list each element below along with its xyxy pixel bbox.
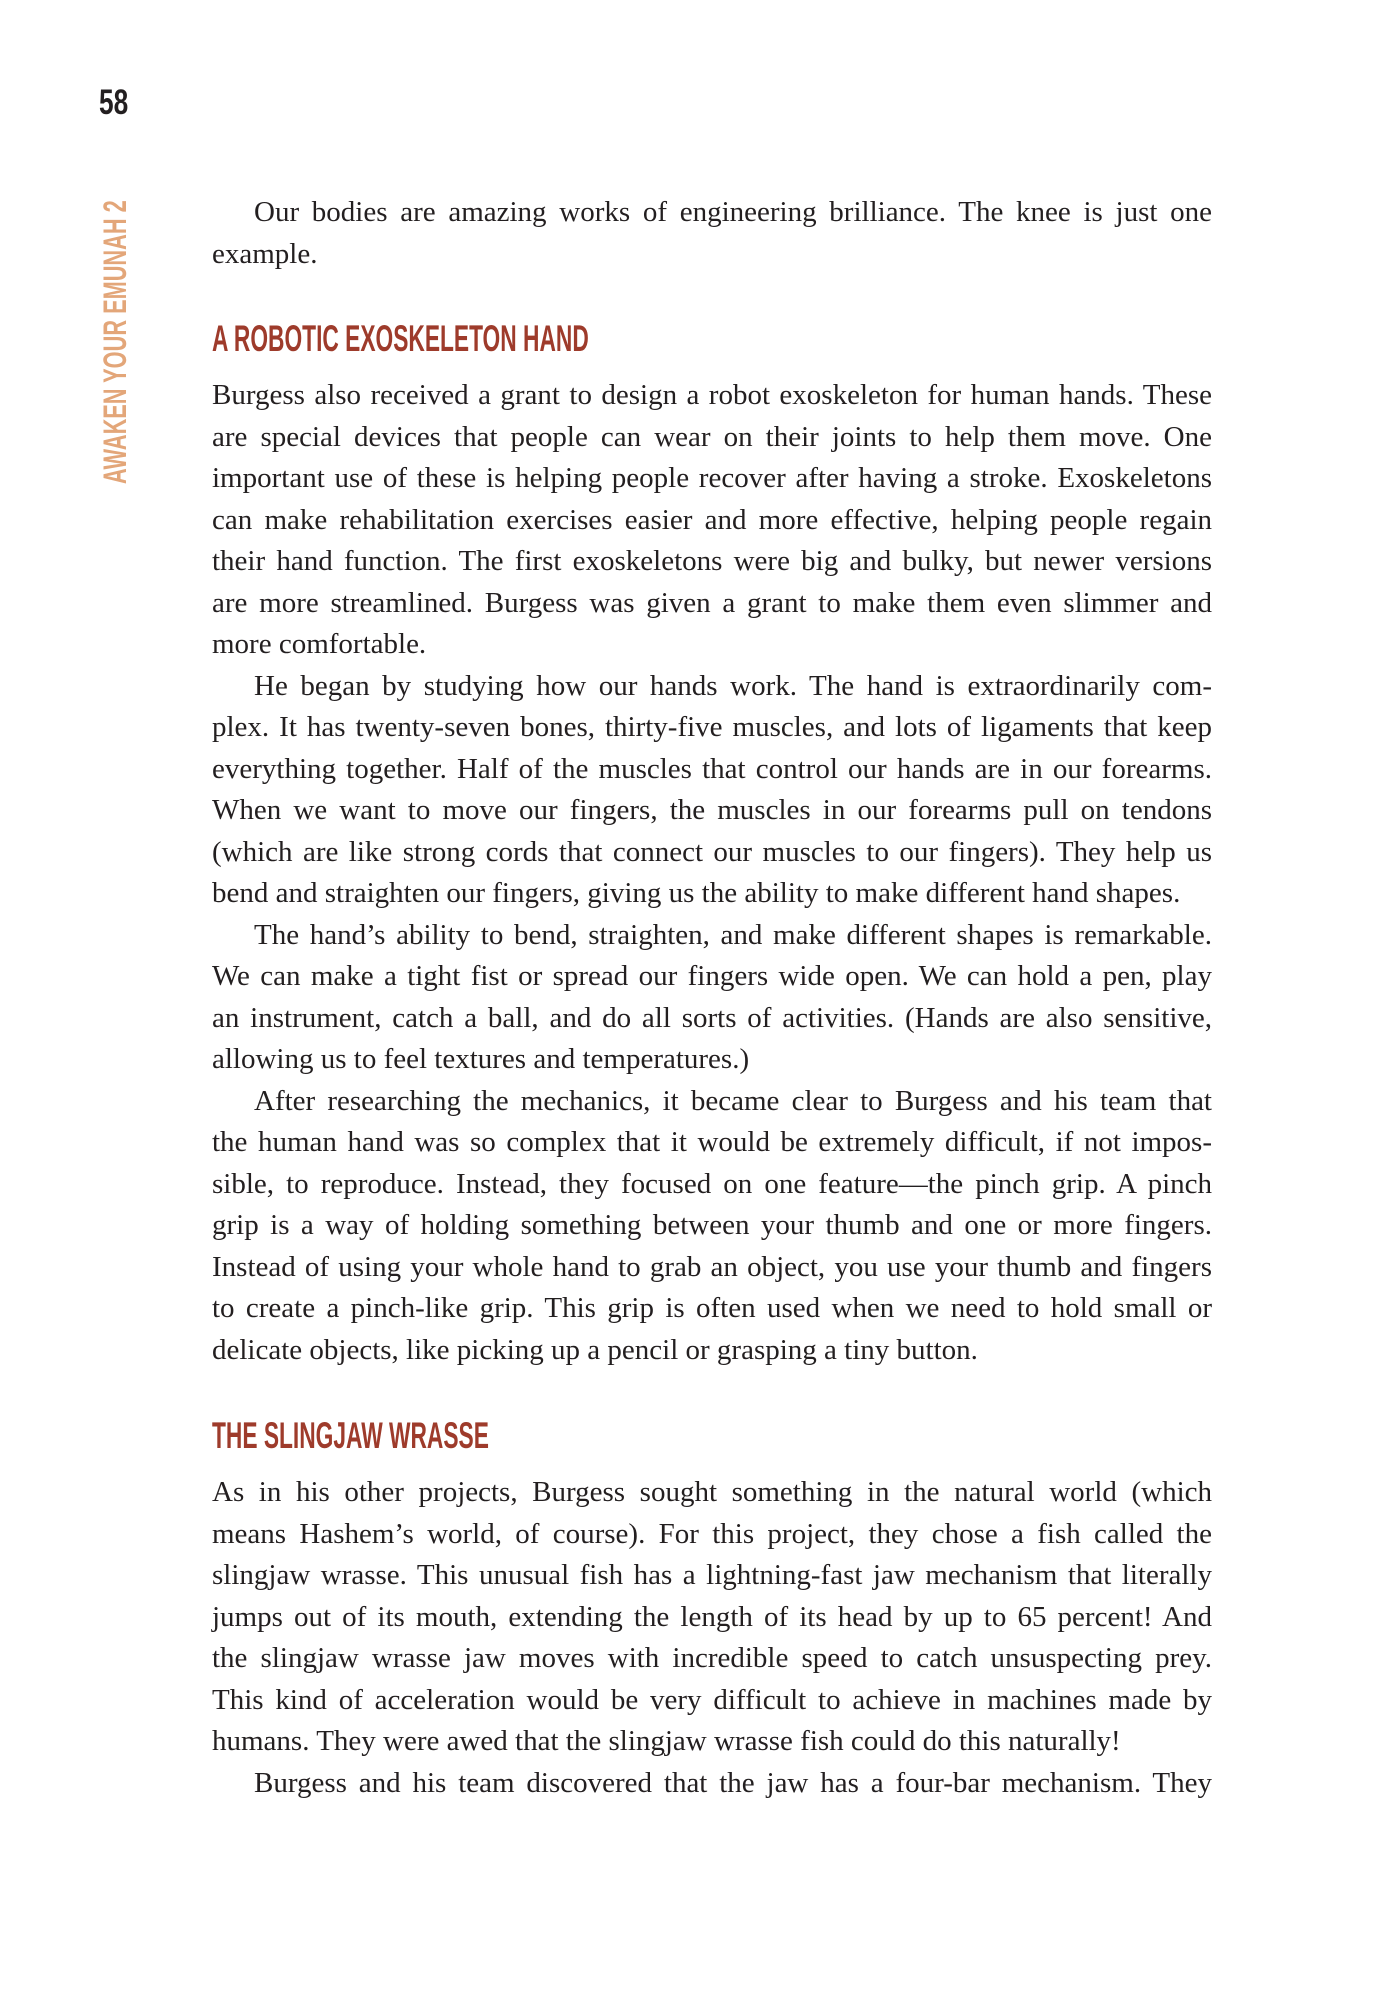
text-line: their hand function. The first exoskeletons were big and bulky, but newer versions	[212, 545, 1212, 577]
text-line: (which are like strong cords that connect our muscles to our fingers). They help us	[212, 835, 1212, 868]
page-number: 58	[99, 83, 129, 122]
paragraph	[212, 1081, 1212, 1372]
text-line: important use of these is helping people recover after having a stroke. Exoskeletons	[212, 462, 1212, 494]
text-line: This kind of acceleration would be very difficult to achieve in machines made by	[212, 1683, 1212, 1716]
text-line: We can make a tight fist or spread our fingers wide open. We can hold a pen, play	[212, 960, 1212, 992]
paragraph	[212, 192, 1212, 275]
text-line: the human hand was so complex that it would be extremely difficult, if not impos-	[212, 1126, 1212, 1158]
text-line: Burgess also received a grant to design a robot exoskeleton for human hands. These	[212, 379, 1212, 411]
text-line: When we want to move our fingers, the muscles in our forearms pull on tendons	[212, 794, 1212, 826]
text-line: sible, to reproduce. Instead, they focused on one feature—the pinch grip. A pinch	[212, 1167, 1212, 1200]
section-heading: THE SLINGJAW WRASSE	[212, 1415, 489, 1456]
text-line: jumps out of its mouth, extending the length of its head by up to 65 percent! And	[212, 1600, 1212, 1633]
text-line: allowing us to feel textures and temperatures.)	[212, 1043, 750, 1075]
text-line: are special devices that people can wear on their joints to help them move. One	[212, 420, 1212, 453]
text-line: are more streamlined. Burgess was given a grant to make them even slimmer and	[212, 586, 1212, 619]
text-line: Instead of using your whole hand to grab an object, you use your thumb and fingers	[212, 1250, 1212, 1283]
text-line: grip is a way of holding something between your thumb and one or more fingers.	[212, 1209, 1212, 1241]
running-head: AWAKEN YOUR EMUNAH 2	[97, 200, 133, 484]
body-text-block-section-1	[212, 375, 1212, 1371]
paragraph	[212, 375, 1212, 666]
text-line: After researching the mechanics, it became clear to Burgess and his team that	[254, 1084, 1212, 1117]
section-heading: A ROBOTIC EXOSKELETON HAND	[212, 318, 589, 359]
paragraph	[212, 1472, 1212, 1763]
text-line: the slingjaw wrasse jaw moves with incredible speed to catch unsuspecting prey.	[212, 1642, 1212, 1674]
text-line: plex. It has twenty-seven bones, thirty-five muscles, and lots of ligaments that keep	[212, 711, 1212, 743]
body-text-block-intro	[212, 192, 1212, 275]
body-text-block-section-2	[212, 1472, 1212, 1804]
text-line: He began by studying how our hands work. The hand is extraordinarily com-	[254, 669, 1212, 702]
text-line: to create a pinch-like grip. This grip is often used when we need to hold small or	[212, 1292, 1212, 1324]
text-line: slingjaw wrasse. This unusual fish has a lightning-fast jaw mechanism that literally	[212, 1559, 1212, 1591]
text-line: As in his other projects, Burgess sought something in the natural world (which	[212, 1476, 1212, 1508]
text-line: an instrument, catch a ball, and do all sorts of activities. (Hands are also sensitive,	[212, 1001, 1212, 1034]
text-line: Our bodies are amazing works of engineering brilliance. The knee is just one	[254, 196, 1212, 228]
text-line: delicate objects, like picking up a pencil or grasping a tiny button.	[212, 1333, 978, 1366]
text-line: humans. They were awed that the slingjaw wrasse fish could do this naturally!	[212, 1725, 1121, 1757]
text-line: more comfortable.	[212, 628, 427, 660]
text-line: The hand’s ability to bend, straighten, and make different shapes is remarkable.	[254, 918, 1212, 951]
text-line: bend and straighten our fingers, giving us the ability to make different hand shapes.	[212, 877, 1181, 909]
paragraph	[212, 915, 1212, 1081]
paragraph	[212, 1763, 1212, 1805]
text-line: Burgess and his team discovered that the jaw has a four-bar mechanism. They	[254, 1766, 1212, 1799]
text-line: means Hashem’s world, of course). For this project, they chose a fish called the	[212, 1517, 1212, 1550]
paragraph	[212, 666, 1212, 915]
text-line: can make rehabilitation exercises easier and more effective, helping people regain	[212, 503, 1212, 536]
text-line: example.	[212, 237, 318, 270]
text-line: everything together. Half of the muscles that control our hands are in our forearms.	[212, 752, 1212, 785]
